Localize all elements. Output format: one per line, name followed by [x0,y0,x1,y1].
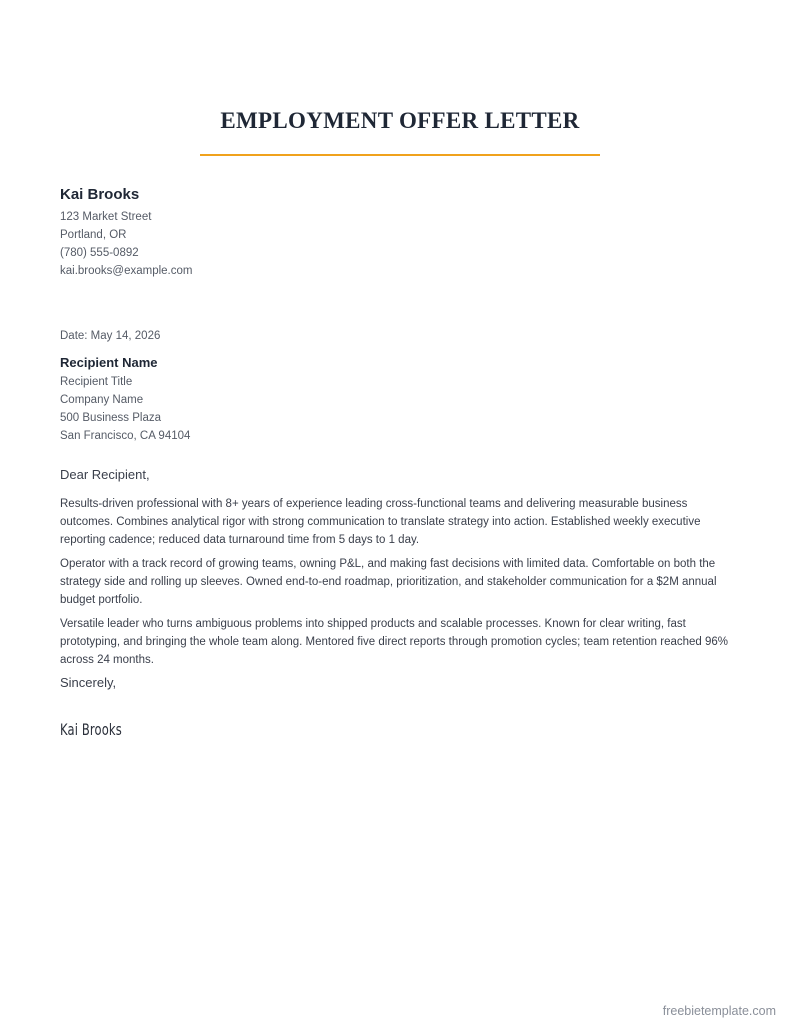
body-paragraph: Results-driven professional with 8+ years of experience leading cross-functional teams and delivering measurable business outcomes. Combines analytical rigor with strong communication to translate strategy into action. Established weekly executive reporting cadence; reduced data turnaround time from 5 days to 1 day. [60,498,701,546]
document-title: EMPLOYMENT OFFER LETTER [220,108,580,133]
sender-block [60,186,660,280]
recipient-title: Recipient Title [60,376,133,388]
watermark-link[interactable]: freebietemplate.com [662,1004,776,1018]
salutation: Dear Recipient, [60,467,150,482]
recipient-name: Recipient Name [60,355,158,370]
body-paragraph: Versatile leader who turns ambiguous problems into shipped products and scalable processes. Known for clear writing, fast prototyping, and bringing the whole team along. Mentored five direct reports through promotion cycles; team retention reached 96% across 24 months. [60,618,729,666]
recipient-street: 500 Business Plaza [60,412,162,424]
sender-city: Portland, OR [60,229,127,241]
recipient-company: Company Name [60,394,144,406]
recipient-block [60,354,660,445]
letter-date: Date: May 14, 2026 [60,330,161,342]
sender-street: 123 Market Street [60,211,152,223]
letter-body [60,495,740,675]
sender-phone: (780) 555-0892 [60,247,139,259]
recipient-city: San Francisco, CA 94104 [60,430,191,442]
sender-name: Kai Brooks [60,186,140,203]
body-paragraph: Operator with a track record of growing teams, owning P&L, and making fast decisions with limited data. Comfortable on both the strategy side and rolling up sleeves. Owned end-to-end roadmap, prioritization, and stakeholder communication for a $2M annual budget portfolio. [60,558,717,606]
signature: Kai Brooks [60,720,122,739]
closing: Sincerely, [60,675,117,690]
sender-email: kai.brooks@example.com [60,265,193,277]
title-divider [200,154,600,156]
